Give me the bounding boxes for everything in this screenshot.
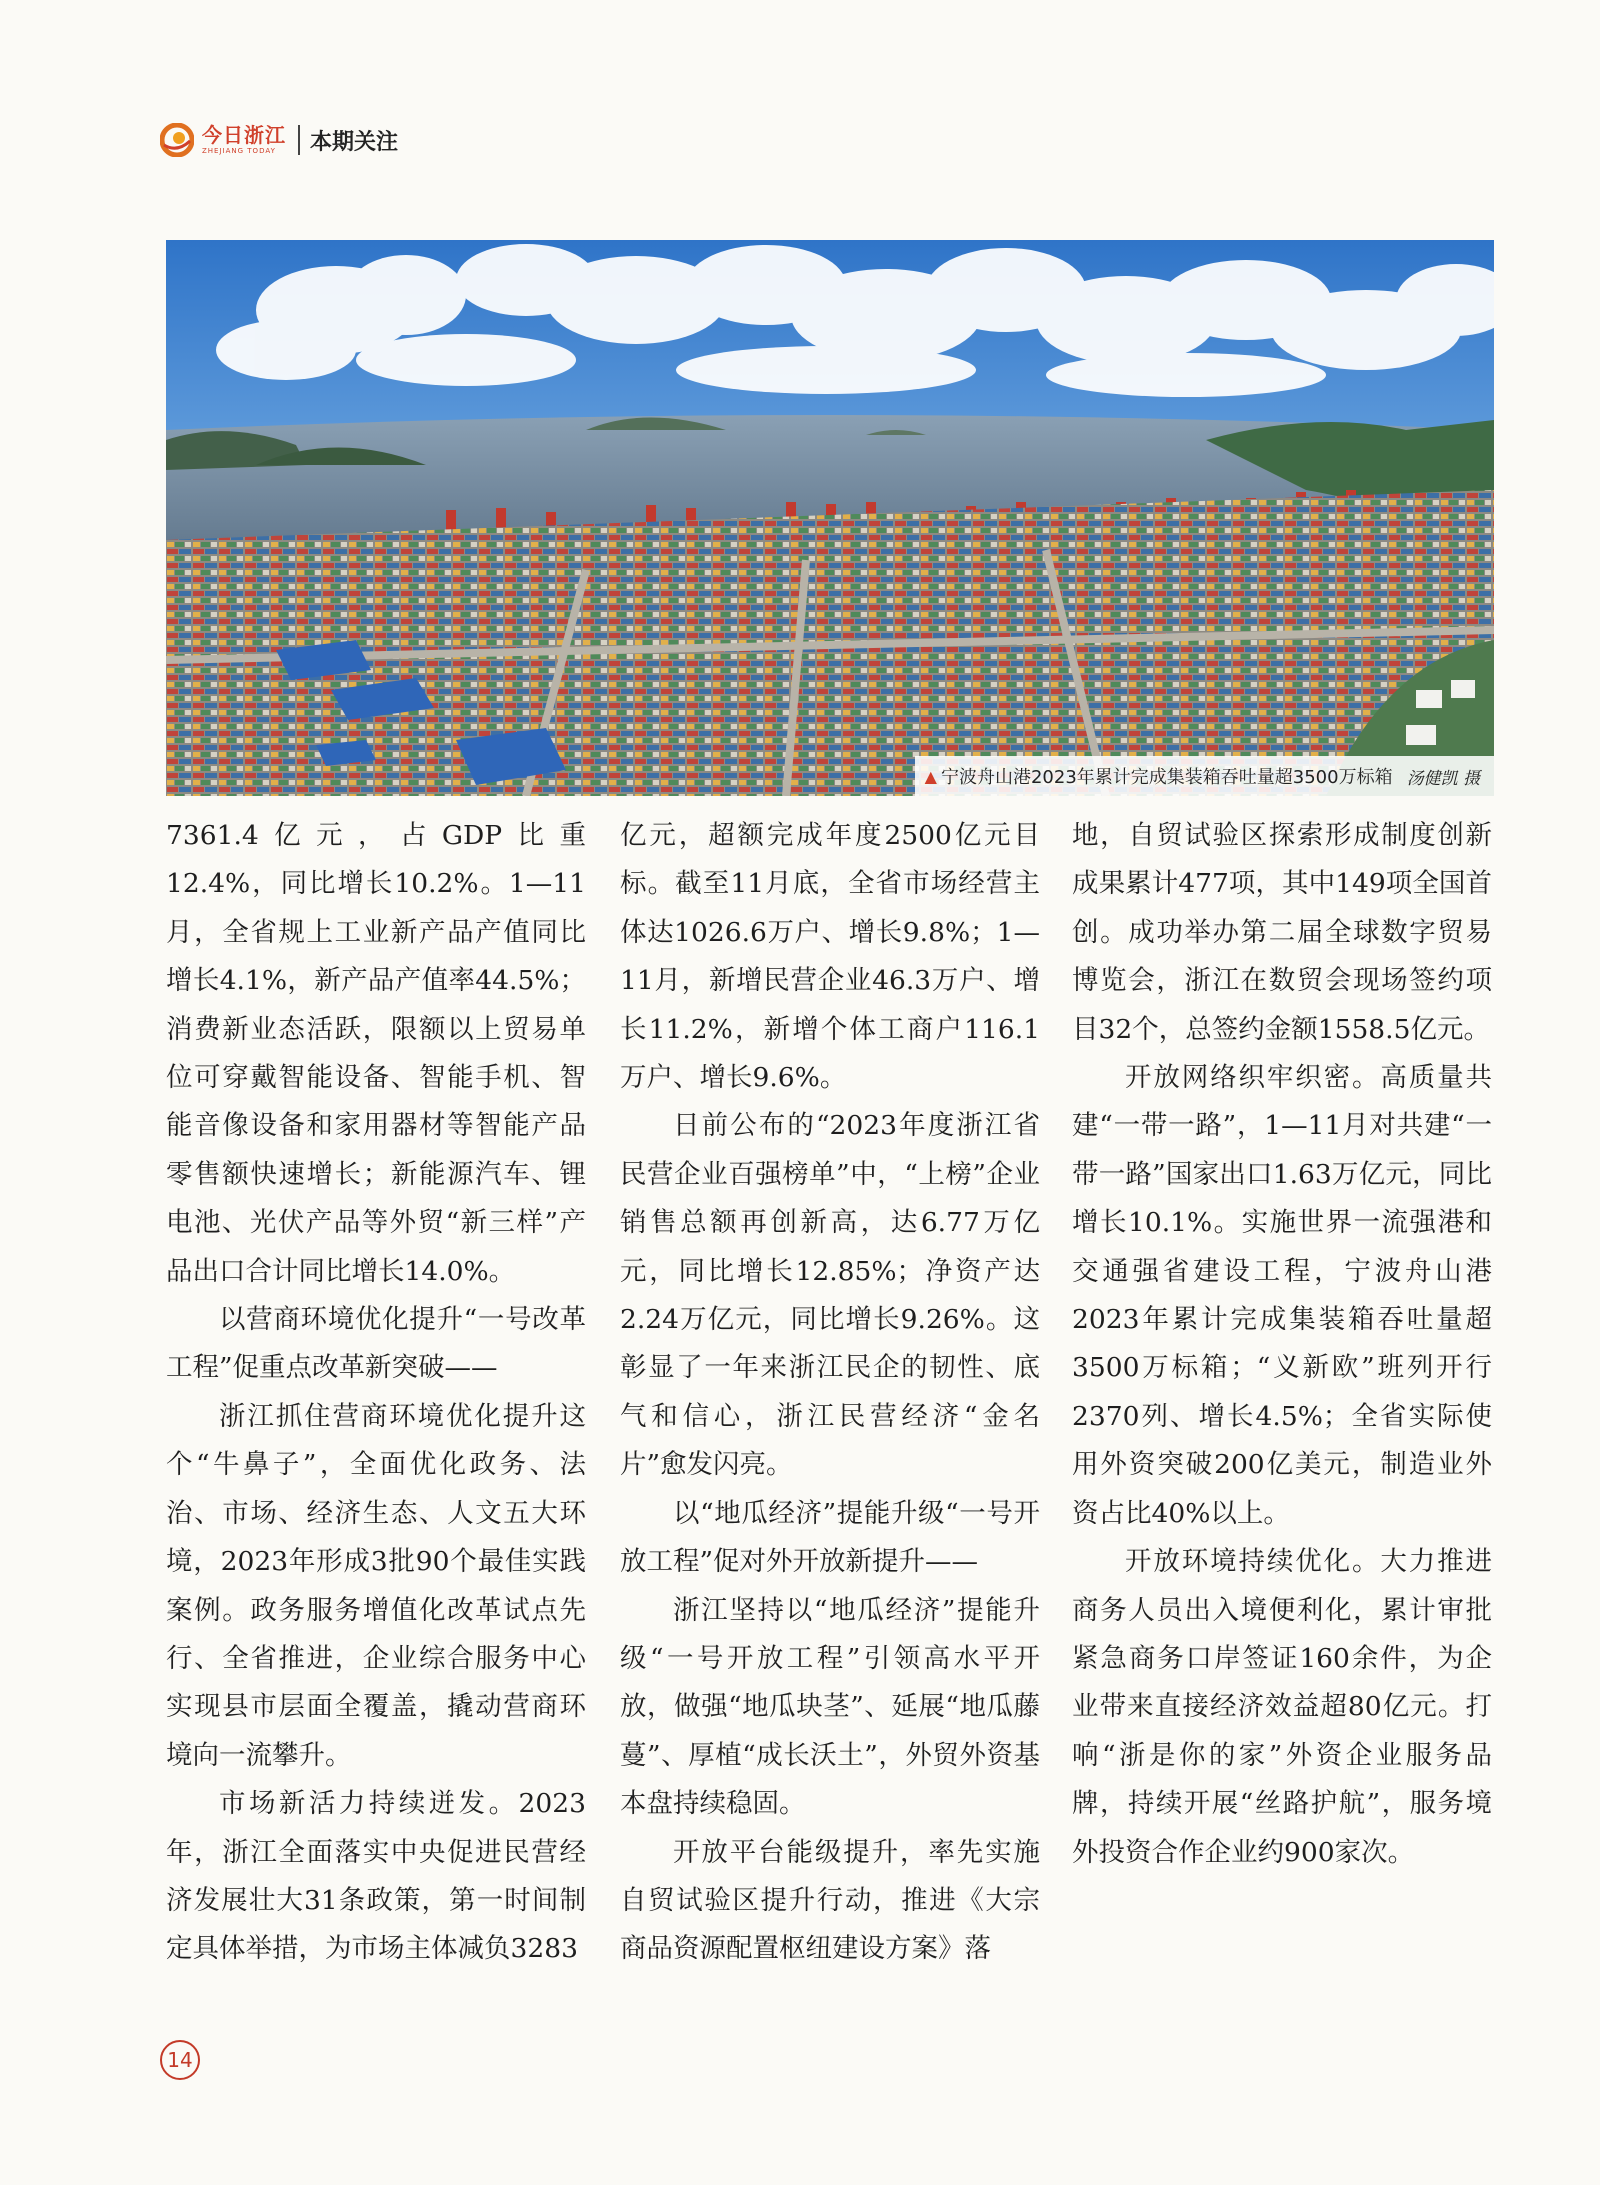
- subheading: 以营商环境优化提升“一号改革工程”促重点改革新突破——: [166, 1304, 586, 1384]
- paragraph: 亿元，超额完成年度2500亿元目标。截至11月底，全省市场经营主体达1026.6万户、增长9.8%；1—11月，新增民营企业46.3万户、增长11.2%，新增个体工商户116.1万户、增长9.6%。: [620, 820, 1040, 1094]
- paragraph: 7361.4亿元，占GDP比重12.4%，同比增长10.2%。1—11月，全省规上工业新产品产值同比增长4.1%，新产品产值率44.5%；消费新业态活跃，限额以上贸易单位可穿戴智能设备、智能手机、智能音像设备和家用器材等智能产品零售额快速增长；新能源汽车、锂电池、光伏产品等外贸“新三样”产品出口合计同比增长14.0%。: [166, 820, 586, 1287]
- paragraph: 日前公布的“2023年度浙江省民营企业百强榜单”中，“上榜”企业销售总额再创新高，达6.77万亿元，同比增长12.85%；净资产达2.24万亿元，同比增长9.26%。这彰显了一年来浙江民企的韧性、底气和信心，浙江民营经济“金名片”愈发闪亮。: [620, 1110, 1040, 1481]
- logo-icon: [160, 123, 194, 157]
- photo-credit: 汤健凯 摄: [1406, 768, 1480, 789]
- page-number: 14: [160, 2040, 200, 2080]
- caption-triangle-icon: ▲: [924, 766, 937, 786]
- logo-chinese: 今日浙江: [202, 123, 286, 147]
- page-header: [160, 118, 398, 162]
- paragraph: 开放环境持续优化。大力推进商务人员出入境便利化，累计审批紧急商务口岸签证160余件，为企业带来直接经济效益超80亿元。打响“浙是你的家”外资企业服务品牌，持续开展“丝路护航”，服务境外投资合作企业约900家次。: [1072, 1546, 1492, 1868]
- text-column-3: [1072, 812, 1492, 1877]
- logo-english: ZHEJIANG TODAY: [202, 147, 276, 155]
- header-divider: [298, 125, 300, 155]
- port-aerial-image: [166, 240, 1494, 796]
- caption-text: 宁波舟山港2023年累计完成集装箱吞吐量超3500万标箱: [940, 767, 1393, 788]
- logo: [202, 125, 286, 155]
- section-title: 本期关注: [310, 129, 399, 155]
- paragraph: 浙江坚持以“地瓜经济”提能升级“一号开放工程”引领高水平开放，做强“地瓜块茎”、延展“地瓜藤蔓”、厚植“成长沃土”，外贸外资基本盘持续稳固。: [620, 1594, 1040, 1820]
- paragraph: 开放网络织牢织密。高质量共建“一带一路”，1—11月对共建“一带一路”国家出口1.63万亿元，同比增长10.1%。实施世界一流强港和交通强省建设工程，宁波舟山港2023年累计完成集装箱吞吐量超3500万标箱；“义新欧”班列开行2370列、增长4.5%；全省实际使用外资突破200亿美元，制造业外资占比40%以上。: [1072, 1062, 1492, 1529]
- photo-caption: [915, 756, 1494, 796]
- paragraph: 地，自贸试验区探索形成制度创新成果累计477项，其中149项全国首创。成功举办第二届全球数字贸易博览会，浙江在数贸会现场签约项目32个，总签约金额1558.5亿元。: [1072, 820, 1492, 1045]
- text-column-1: [166, 812, 586, 1974]
- port-photo: [166, 240, 1494, 796]
- paragraph: 开放平台能级提升，率先实施自贸试验区提升行动，推进《大宗商品资源配置枢纽建设方案》落: [620, 1836, 1040, 1965]
- paragraph: 市场新活力持续迸发。2023年，浙江全面落实中央促进民营经济发展壮大31条政策，第一时间制定具体举措，为市场主体减负3283: [166, 1788, 586, 1965]
- subheading: 以“地瓜经济”提能升级“一号开放工程”促对外开放新提升——: [620, 1497, 1040, 1578]
- paragraph: 浙江抓住营商环境优化提升这个“牛鼻子”，全面优化政务、法治、市场、经济生态、人文五大环境，2023年形成3批90个最佳实践案例。政务服务增值化改革试点先行、全省推进，企业综合服务中心实现县市层面全覆盖，撬动营商环境向一流攀升。: [166, 1400, 586, 1771]
- text-column-2: [620, 812, 1040, 1974]
